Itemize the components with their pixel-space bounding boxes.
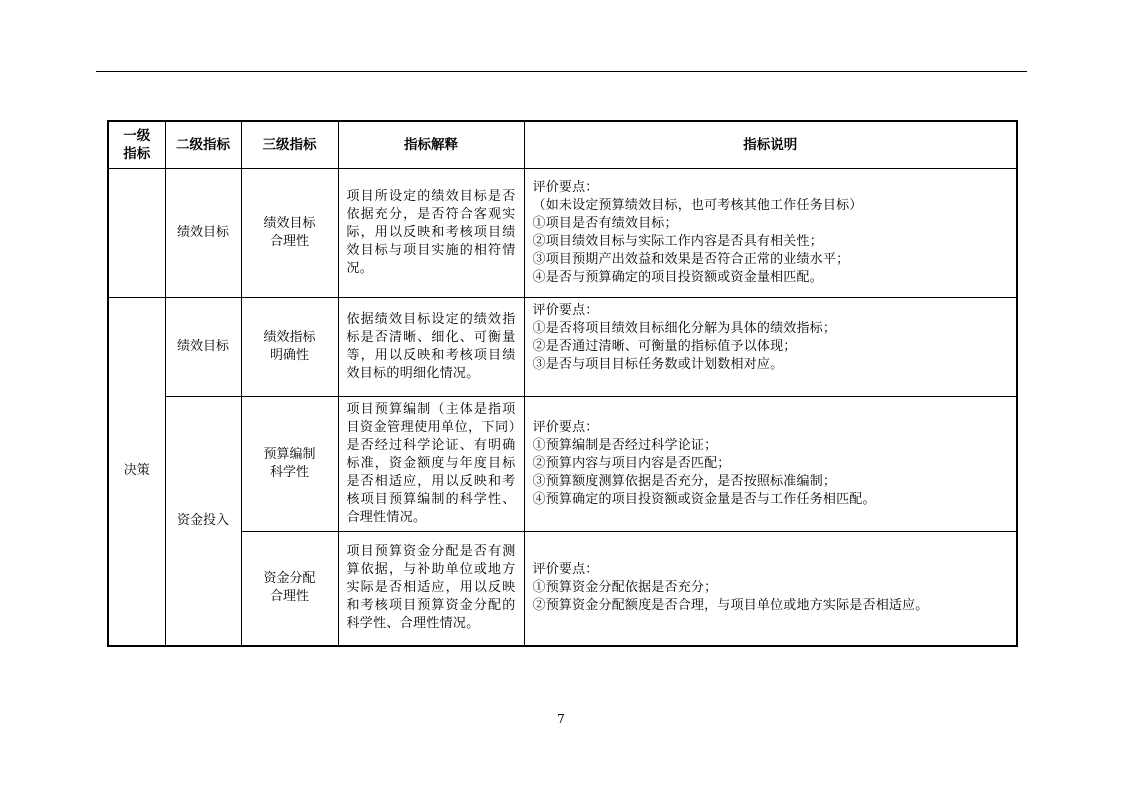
level1-cell-empty bbox=[108, 168, 165, 297]
level3-line1: 绩效目标 bbox=[263, 215, 316, 231]
level3-line1: 预算编制 bbox=[263, 446, 316, 462]
level1-cell: 决策 bbox=[108, 297, 165, 646]
header-explain: 指标解释 bbox=[338, 121, 524, 168]
level3-line1: 绩效指标 bbox=[263, 329, 316, 345]
desc-line: ②是否通过清晰、可衡量的指标值予以体现； bbox=[532, 338, 797, 354]
level3-cell bbox=[241, 396, 338, 531]
desc-line: ①项目是否有绩效目标； bbox=[532, 215, 678, 231]
desc-line: 评价要点： bbox=[532, 419, 599, 435]
level3-line2: 合理性 bbox=[269, 233, 309, 249]
level3-line2: 科学性 bbox=[269, 464, 309, 480]
level3-cell bbox=[241, 168, 338, 297]
desc-line: ③是否与项目目标任务数或计划数相对应。 bbox=[532, 356, 784, 372]
desc-line: （如未设定预算绩效目标，也可考核其他工作任务目标） bbox=[532, 197, 863, 213]
table-header-row bbox=[108, 121, 1017, 168]
header-level1-line1: 一级 bbox=[123, 127, 151, 144]
level3-cell bbox=[241, 297, 338, 396]
explain-cell: 项目预算编制（主体是指项目资金管理使用单位，下同）是否经过科学论证、有明确标准，资金额度与年度目标是否相适应，用以反映和考核项目预算编制的科学性、合理性情况。 bbox=[338, 396, 524, 531]
level3-line2: 明确性 bbox=[269, 347, 309, 363]
explain-cell: 项目所设定的绩效目标是否依据充分，是否符合客观实际，用以反映和考核项目绩效目标与项目实施的相符情况。 bbox=[338, 168, 524, 297]
table-row bbox=[108, 168, 1017, 297]
header-level1-line2: 指标 bbox=[123, 145, 151, 162]
desc-line: ④预算确定的项目投资额或资金量是否与工作任务相匹配。 bbox=[532, 491, 876, 507]
table-row bbox=[108, 396, 1017, 531]
header-desc: 指标说明 bbox=[524, 121, 1017, 168]
explain-cell: 项目预算资金分配是否有测算依据，与补助单位或地方实际是否相适应，用以反映和考核项目预算资金分配的科学性、合理性情况。 bbox=[338, 531, 524, 646]
desc-line: ①预算资金分配依据是否充分； bbox=[532, 580, 718, 596]
desc-cell bbox=[524, 396, 1017, 531]
desc-cell bbox=[524, 168, 1017, 297]
desc-line: 评价要点： bbox=[532, 562, 599, 578]
desc-line: ②预算资金分配额度是否合理，与项目单位或地方实际是否相适应。 bbox=[532, 598, 929, 614]
level3-line1: 资金分配 bbox=[263, 571, 316, 587]
desc-line: ①是否将项目绩效目标细化分解为具体的绩效指标； bbox=[532, 320, 837, 336]
page-number: 7 bbox=[557, 712, 565, 726]
header-level3: 三级指标 bbox=[241, 121, 338, 168]
desc-line: ②预算内容与项目内容是否匹配； bbox=[532, 455, 731, 471]
desc-line: ③预算额度测算依据是否充分，是否按照标准编制； bbox=[532, 473, 837, 489]
level3-cell bbox=[241, 531, 338, 646]
desc-line: 评价要点： bbox=[532, 179, 599, 195]
header-level1 bbox=[108, 121, 165, 168]
level3-line2: 合理性 bbox=[269, 589, 309, 605]
desc-line: ③项目预期产出效益和效果是否符合正常的业绩水平； bbox=[532, 251, 850, 267]
desc-line: ④是否与预算确定的项目投资额或资金量相匹配。 bbox=[532, 269, 823, 285]
table-row bbox=[108, 297, 1017, 396]
header-rule bbox=[96, 71, 1027, 72]
level2-cell: 绩效目标 bbox=[165, 168, 241, 297]
header-level2: 二级指标 bbox=[165, 121, 241, 168]
table-row bbox=[108, 531, 1017, 646]
level2-cell: 资金投入 bbox=[165, 396, 241, 646]
explain-cell: 依据绩效目标设定的绩效指标是否清晰、细化、可衡量等，用以反映和考核项目绩效目标的明细化情况。 bbox=[338, 297, 524, 396]
level2-cell: 绩效目标 bbox=[165, 297, 241, 396]
desc-line: ①预算编制是否经过科学论证； bbox=[532, 437, 718, 453]
evaluation-table bbox=[107, 120, 1018, 647]
desc-cell bbox=[524, 531, 1017, 646]
desc-line: 评价要点： bbox=[532, 302, 599, 318]
desc-line: ②项目绩效目标与实际工作内容是否具有相关性； bbox=[532, 233, 823, 249]
desc-cell bbox=[524, 297, 1017, 396]
